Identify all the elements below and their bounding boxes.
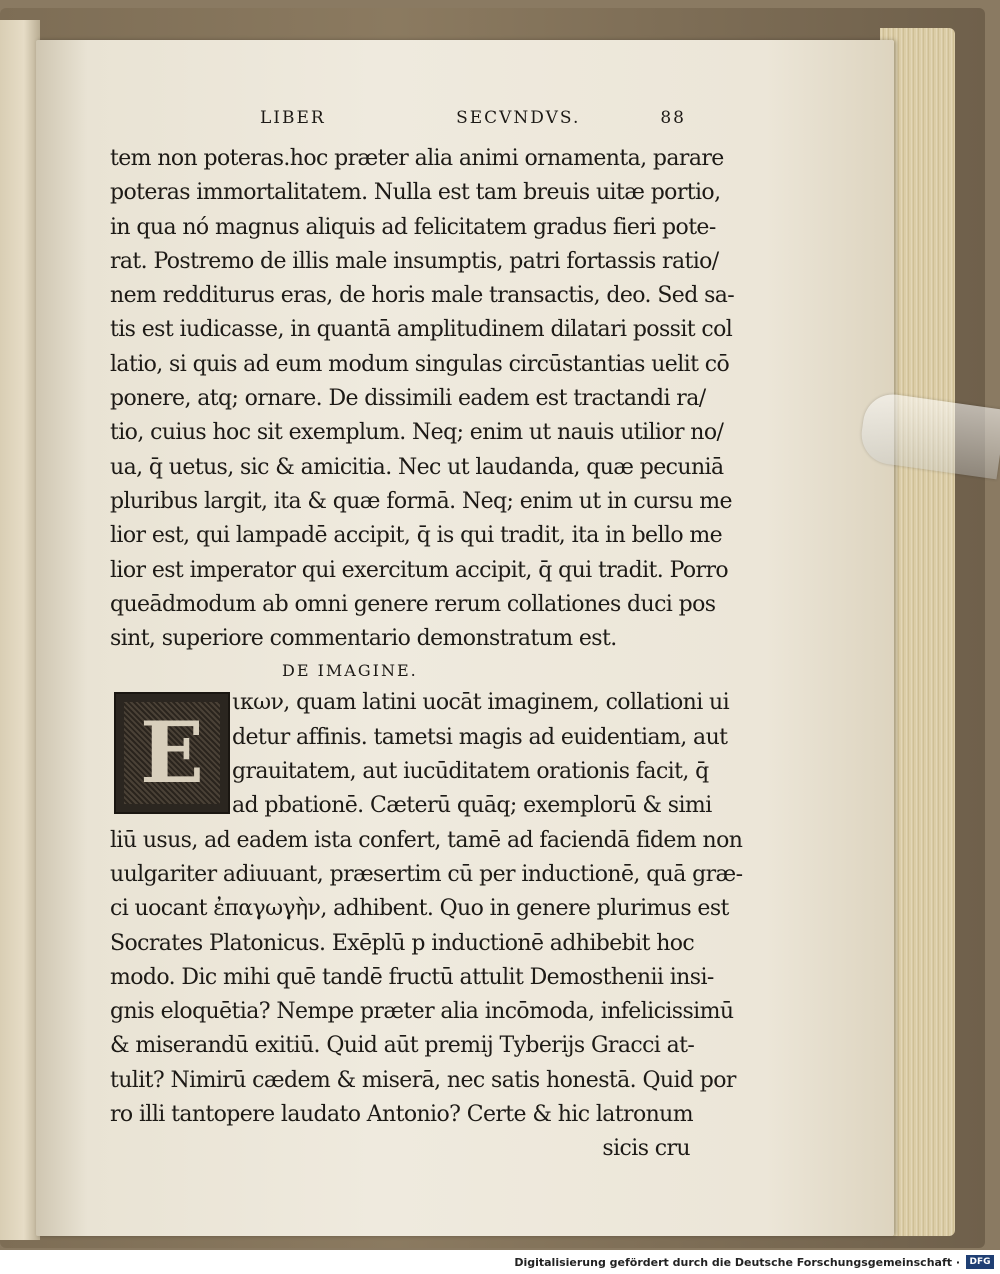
running-head-title: SECVNDVS.: [456, 108, 581, 128]
running-head: [110, 108, 700, 142]
initial-paragraph: [110, 686, 730, 823]
text-line: lior est imperator qui exercitum accipit, q̄ qui tradit. Porro: [110, 557, 729, 583]
page-text: [110, 108, 743, 1167]
text-line: rat. Postremo de illis male insumptis, patri fortassis ratio/: [110, 248, 719, 274]
text-line: poteras immortalitatem. Nulla est tam breuis uitæ portio,: [110, 180, 721, 206]
woodcut-pattern: [124, 702, 220, 804]
text-line: tio, cuius hoc sit exemplum. Neq; enim ut nauis utilior no/: [110, 420, 724, 446]
text-line: uulgariter adiuuant, præsertim cū per inductionē, quā græ-: [110, 861, 743, 887]
text-line: pluribus largit, ita & quæ formā. Neq; enim ut in cursu me: [110, 488, 732, 514]
text-line: ci uocant ἐπαγωγὴν, adhibent. Quo in genere plurimus est: [110, 896, 729, 922]
text-line: ro illi tantopere laudato Antonio? Certe & hic latronum: [110, 1102, 693, 1128]
text-line: ponere, atq; ornare. De dissimili eadem est tractandi ra/: [110, 386, 706, 412]
section-heading: DE IMAGINE.: [282, 661, 418, 681]
folio-number: 88: [660, 108, 686, 128]
text-line: gnis eloquētia? Nempe præter alia incōmoda, infelicissimū: [110, 999, 734, 1025]
text-line: in qua nó magnus aliquis ad felicitatem gradus fieri pote-: [110, 214, 716, 240]
left-page-edge: [0, 20, 40, 1240]
text-line: ad pbationē. Cæterū quāq; exemplorū & simi: [232, 793, 712, 819]
text-line: tulit? Nimirū cædem & miserā, nec satis honestā. Quid por: [110, 1067, 736, 1093]
catchword: sicis cru: [602, 1136, 690, 1162]
text-line: sint, superiore commentario demonstratum est.: [110, 626, 617, 652]
funding-note: Digitalisierung gefördert durch die Deutsche Forschungsgemeinschaft ·: [514, 1255, 960, 1269]
text-line: modo. Dic mihi quē tandē fructū attulit Demosthenii insi-: [110, 964, 714, 990]
text-line: tem non poteras.hoc præter alia animi ornamenta, parare: [110, 146, 724, 171]
dfg-logo-icon: DFG: [966, 1255, 994, 1269]
text-line: liū usus, ad eadem ista confert, tamē ad faciendā fidem non: [110, 827, 743, 853]
running-head-left: LIBER: [260, 108, 326, 128]
decorated-initial: [114, 692, 230, 814]
text-line: nem redditurus eras, de horis male transactis, deo. Sed sa-: [110, 283, 735, 309]
text-line: lior est, qui lampadē accipit, q̄ is qui tradit, ita in bello me: [110, 523, 723, 549]
text-line: tis est iudicasse, in quantā amplitudinem dilatari possit col: [110, 317, 733, 343]
text-line: & miserandū exitiū. Quid aūt premij Tyberijs Gracci at-: [110, 1033, 695, 1059]
text-line: Socrates Platonicus. Exēplū p inductionē adhibebit hoc: [110, 930, 695, 956]
text-line: ικων, quam latini uocāt imaginem, collationi ui: [232, 690, 730, 716]
text-line: latio, si quis ad eum modum singulas circūstantias uelit cō: [110, 351, 730, 377]
initial-letter: E: [139, 703, 205, 803]
text-line: queādmodum ab omni genere rerum collationes duci pos: [110, 591, 716, 617]
footer-bar: [0, 1250, 1000, 1274]
text-line: ua, q̄ uetus, sic & amicitia. Nec ut laudanda, quæ pecuniā: [110, 454, 724, 480]
text-line: grauitatem, aut iucūditatem orationis facit, q̄: [232, 759, 709, 785]
text-line: detur affinis. tametsi magis ad euidentiam, aut: [232, 724, 728, 750]
